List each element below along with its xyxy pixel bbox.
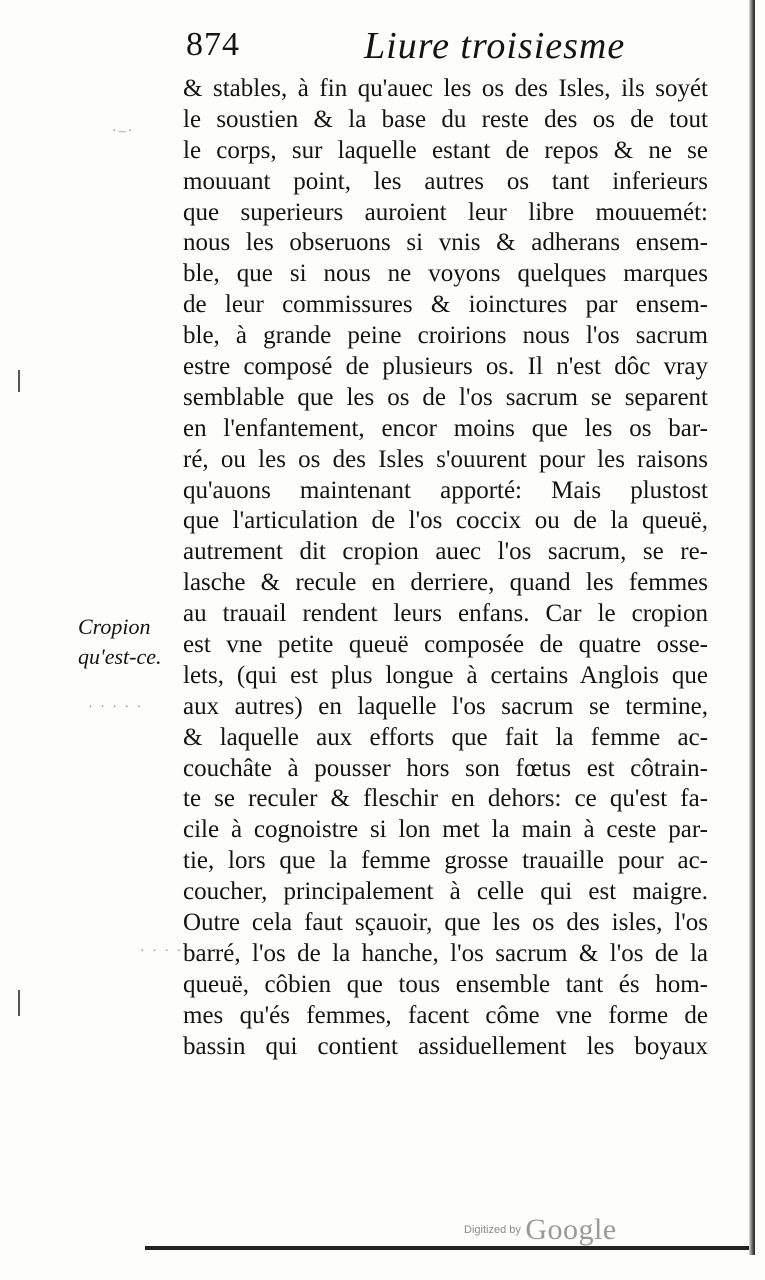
text-line: lasche & recule en derriere, quand les femmes xyxy=(183,569,708,597)
page-number: 874 xyxy=(186,26,240,63)
ink-smudge: · · · · · xyxy=(88,700,144,715)
text-line: Outre cela faut sçauoir, que les os des isles, l'os xyxy=(183,909,708,937)
ink-smudge: ·–· xyxy=(112,124,135,139)
text-line: semblable que les os de l'os sacrum se separent xyxy=(183,383,708,411)
text-line: mes qu'és femmes, facent côme vne forme de xyxy=(183,1001,708,1029)
text-line: estre composé de plusieurs os. Il n'est dôc vray xyxy=(183,353,708,381)
text-line: est vne petite queuë composée de quatre osse- xyxy=(183,631,708,659)
text-line: barré, l'os de la hanche, l'os sacrum & l'os de la xyxy=(183,939,708,967)
text-line: tie, lors que la femme grosse trauaille pour ac- xyxy=(183,847,708,875)
text-line: de leur commissures & ioinctures par ensem- xyxy=(183,291,708,319)
ink-smudge: · · · · xyxy=(140,944,184,959)
text-line: ble, à grande peine croirions nous l'os sacrum xyxy=(183,322,708,350)
text-line: au trauail rendent leurs enfans. Car le cropion xyxy=(183,600,708,628)
text-line: mouuant point, les autres os tant inferieurs xyxy=(183,167,708,195)
scan-artifact-left xyxy=(18,990,20,1016)
body-text xyxy=(183,74,708,1063)
text-line: aux autres) en laquelle l'os sacrum se termine, xyxy=(183,692,708,720)
text-line: & laquelle aux efforts que fait la femme ac- xyxy=(183,723,708,751)
page-edge-right xyxy=(749,0,755,1255)
margin-note-line: qu'est-ce. xyxy=(78,644,162,669)
text-line: que l'articulation de l'os coccix ou de la queuë, xyxy=(183,507,708,535)
text-line: qu'auons maintenant apporté: Mais plustost xyxy=(183,476,708,504)
scan-artifact-left xyxy=(18,370,20,392)
text-line: te se reculer & fleschir en dehors: ce qu'est fa- xyxy=(183,785,708,813)
page-header xyxy=(186,26,726,74)
text-line: ble, que si nous ne voyons quelques marques xyxy=(183,260,708,288)
margin-note-line: Cropion xyxy=(78,614,151,639)
margin-note xyxy=(78,612,178,672)
text-line: le corps, sur laquelle estant de repos & ne se xyxy=(183,136,708,164)
digitized-by-watermark xyxy=(464,1213,617,1247)
text-line: lets, (qui est plus longue à certains Anglois que xyxy=(183,661,708,689)
text-line: que superieurs auroient leur libre mouuemét: xyxy=(183,198,708,226)
page-edge-bottom xyxy=(145,1246,749,1250)
text-line: coucher, principalement à celle qui est maigre. xyxy=(183,878,708,906)
text-line: le soustien & la base du reste des os de tout xyxy=(183,105,708,133)
text-line: couchâte à pousser hors son fœtus est côtrain- xyxy=(183,754,708,782)
digitized-label: Digitized by xyxy=(464,1224,521,1236)
text-line: bassin qui contient assiduellement les boyaux xyxy=(183,1032,708,1060)
text-line: cile à cognoistre si lon met la main à ceste par- xyxy=(183,816,708,844)
text-line: nous les obseruons si vnis & adherans ensem- xyxy=(183,229,708,257)
text-line: queuë, côbien que tous ensemble tant és hom- xyxy=(183,970,708,998)
text-line: ré, ou les os des Isles s'ouurent pour les raisons xyxy=(183,445,708,473)
text-line: & stables, à fin qu'auec les os des Isles, ils soyét xyxy=(183,75,708,102)
text-line: autrement dit cropion auec l'os sacrum, se re- xyxy=(183,538,708,566)
running-title: Liure troisiesme xyxy=(364,25,626,67)
text-line: en l'enfantement, encor moins que les os bar- xyxy=(183,414,708,442)
google-logo: Google xyxy=(525,1213,617,1246)
